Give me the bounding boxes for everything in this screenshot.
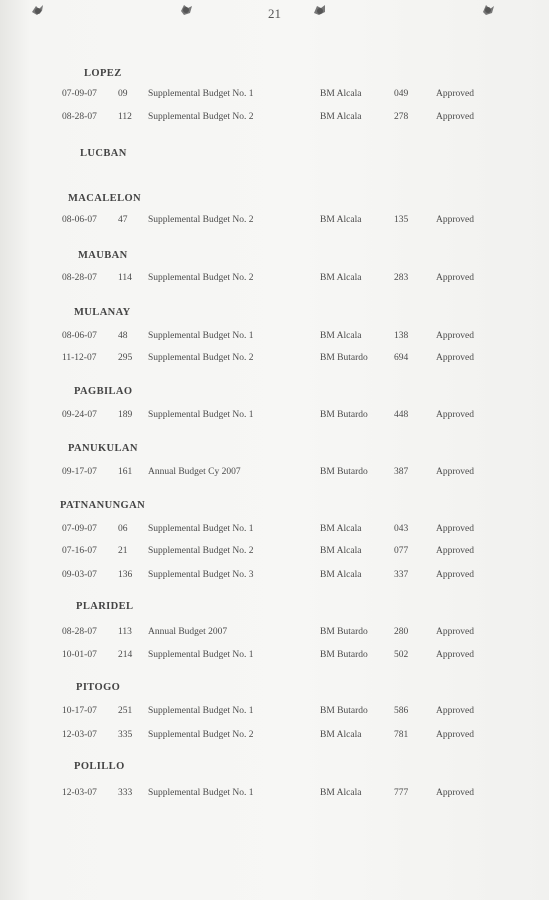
resolution-number: 136 [118,570,133,580]
table-row [0,650,549,664]
entry-date: 10-01-07 [62,650,97,660]
municipality-heading: PITOGO [76,682,121,693]
resolution-number: 333 [118,788,133,798]
ordinance-number: 138 [394,331,409,341]
page-number: 21 [268,6,281,21]
table-row [0,524,549,538]
entry-date: 07-16-07 [62,546,97,556]
resolution-number: 161 [118,467,133,477]
status-text: Approved [436,273,474,283]
entry-description: Supplemental Budget No. 1 [148,788,254,798]
entry-date: 12-03-07 [62,788,97,798]
board-member: BM Butardo [320,410,368,420]
entry-description: Supplemental Budget No. 1 [148,410,254,420]
table-row [0,546,549,560]
municipality-heading: POLILLO [74,761,125,772]
municipality-heading: PLARIDEL [76,601,134,612]
entry-description: Supplemental Budget No. 1 [148,331,254,341]
board-member: BM Alcala [320,788,362,798]
entry-description: Supplemental Budget No. 1 [148,706,254,716]
status-text: Approved [436,627,474,637]
board-member: BM Butardo [320,353,368,363]
entry-date: 12-03-07 [62,730,97,740]
resolution-number: 06 [118,524,128,534]
table-row [0,627,549,641]
ordinance-number: 586 [394,706,409,716]
municipality-heading: LOPEZ [84,68,122,79]
status-text: Approved [436,788,474,798]
entry-description: Supplemental Budget No. 3 [148,570,254,580]
entry-description: Supplemental Budget No. 1 [148,524,254,534]
table-row [0,215,549,229]
resolution-number: 48 [118,331,128,341]
board-member: BM Alcala [320,570,362,580]
municipality-heading: MACALELON [68,193,142,204]
board-member: BM Alcala [320,215,362,225]
municipality-heading: PANUKULAN [68,443,138,454]
table-row [0,112,549,126]
board-member: BM Alcala [320,730,362,740]
entry-description: Annual Budget Cy 2007 [148,467,241,477]
ordinance-number: 278 [394,112,409,122]
board-member: BM Butardo [320,627,368,637]
entry-description: Supplemental Budget No. 2 [148,112,254,122]
entry-date: 10-17-07 [62,706,97,716]
status-text: Approved [436,89,474,99]
status-text: Approved [436,570,474,580]
board-member: BM Alcala [320,546,362,556]
table-row [0,570,549,584]
status-text: Approved [436,467,474,477]
entry-date: 09-24-07 [62,410,97,420]
ordinance-number: 781 [394,730,409,740]
entry-date: 09-17-07 [62,467,97,477]
table-row [0,273,549,287]
board-member: BM Alcala [320,524,362,534]
entry-description: Annual Budget 2007 [148,627,228,637]
municipality-heading: MULANAY [74,307,131,318]
entry-description: Supplemental Budget No. 2 [148,353,254,363]
ordinance-number: 448 [394,410,409,420]
table-row [0,89,549,103]
table-row [0,788,549,802]
resolution-number: 189 [118,410,133,420]
entry-date: 08-28-07 [62,627,97,637]
status-text: Approved [436,112,474,122]
status-text: Approved [436,706,474,716]
ordinance-number: 502 [394,650,409,660]
board-member: BM Alcala [320,273,362,283]
board-member: BM Alcala [320,89,362,99]
status-text: Approved [436,215,474,225]
table-row [0,353,549,367]
entry-description: Supplemental Budget No. 2 [148,273,254,283]
ordinance-number: 077 [394,546,409,556]
table-row [0,467,549,481]
municipality-heading: LUCBAN [80,148,127,159]
ordinance-number: 337 [394,570,409,580]
table-row [0,410,549,424]
status-text: Approved [436,353,474,363]
resolution-number: 335 [118,730,133,740]
board-member: BM Butardo [320,467,368,477]
entry-date: 08-06-07 [62,215,97,225]
status-text: Approved [436,546,474,556]
entry-date: 09-03-07 [62,570,97,580]
status-text: Approved [436,730,474,740]
ordinance-number: 049 [394,89,409,99]
ordinance-number: 777 [394,788,409,798]
ordinance-number: 387 [394,467,409,477]
status-text: Approved [436,650,474,660]
entry-description: Supplemental Budget No. 1 [148,650,254,660]
municipality-heading: PAGBILAO [74,386,133,397]
entry-description: Supplemental Budget No. 2 [148,215,254,225]
resolution-number: 295 [118,353,133,363]
entry-date: 11-12-07 [62,353,97,363]
status-text: Approved [436,524,474,534]
entry-description: Supplemental Budget No. 2 [148,546,254,556]
table-row [0,730,549,744]
board-member: BM Butardo [320,650,368,660]
table-row [0,331,549,345]
resolution-number: 251 [118,706,133,716]
entry-description: Supplemental Budget No. 1 [148,89,254,99]
entry-date: 08-06-07 [62,331,97,341]
board-member: BM Butardo [320,706,368,716]
ordinance-number: 280 [394,627,409,637]
entry-date: 08-28-07 [62,112,97,122]
ordinance-number: 043 [394,524,409,534]
municipality-heading: MAUBAN [78,250,128,261]
municipality-heading: PATNANUNGAN [60,500,146,511]
entry-date: 08-28-07 [62,273,97,283]
ordinance-number: 135 [394,215,409,225]
resolution-number: 47 [118,215,128,225]
status-text: Approved [436,331,474,341]
resolution-number: 214 [118,650,133,660]
resolution-number: 114 [118,273,132,283]
board-member: BM Alcala [320,112,362,122]
resolution-number: 09 [118,89,128,99]
resolution-number: 113 [118,627,132,637]
resolution-number: 21 [118,546,128,556]
resolution-number: 112 [118,112,132,122]
entry-date: 07-09-07 [62,524,97,534]
ordinance-number: 694 [394,353,409,363]
board-member: BM Alcala [320,331,362,341]
entry-date: 07-09-07 [62,89,97,99]
status-text: Approved [436,410,474,420]
entry-description: Supplemental Budget No. 2 [148,730,254,740]
ordinance-number: 283 [394,273,409,283]
table-row [0,706,549,720]
